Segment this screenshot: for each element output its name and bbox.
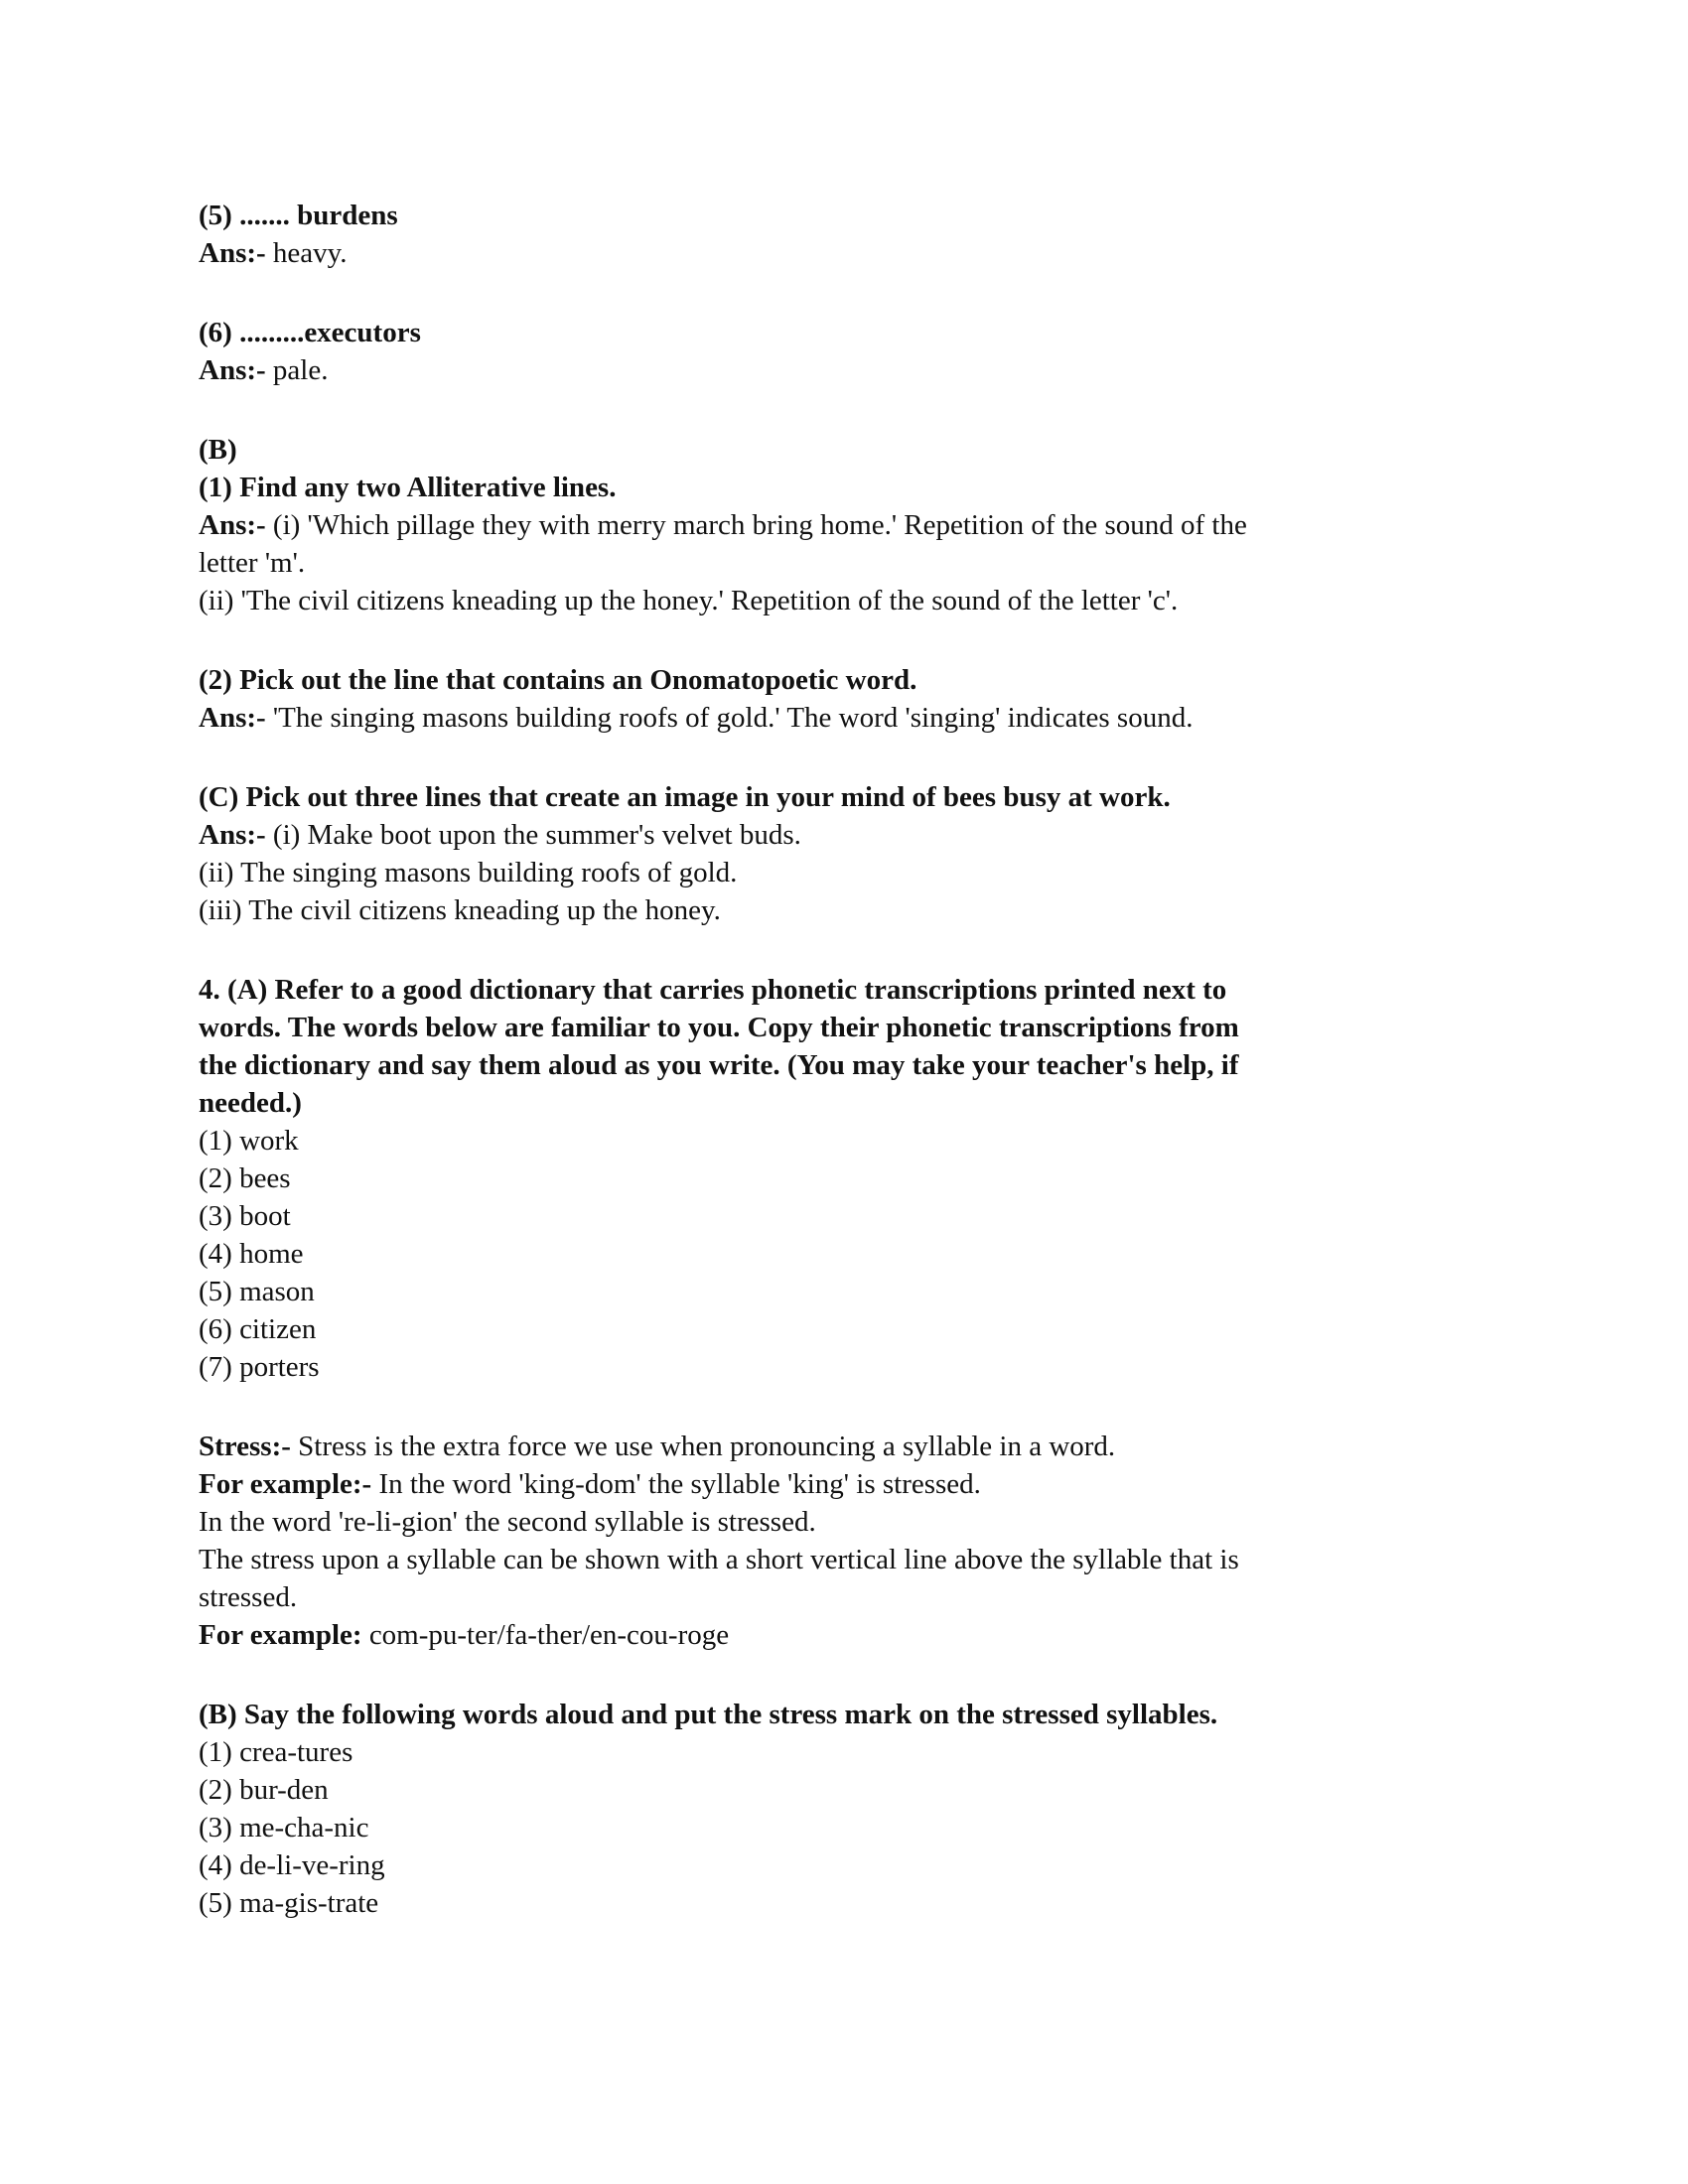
text-run: (3) me-cha-nic — [199, 1812, 369, 1843]
text-line — [199, 1809, 1589, 1846]
bold-text-run: For example:- — [199, 1468, 372, 1500]
text-run: (5) ma-gis-trate — [199, 1887, 379, 1919]
text-run: In the word 're-li-gion' the second syllable is stressed. — [199, 1506, 816, 1538]
text-line — [199, 1733, 1589, 1771]
bold-text-run: Ans:- — [199, 354, 266, 386]
text-run: com-pu-ter/fa-ther/en-cou-roge — [361, 1619, 730, 1651]
section-b-alliteration — [199, 431, 1589, 619]
text-line — [199, 1273, 1589, 1310]
text-line — [199, 506, 1589, 544]
text-run: (iii) The civil citizens kneading up the honey. — [199, 894, 721, 926]
bold-text-run: Ans:- — [199, 509, 266, 541]
bold-text-run: Stress:- — [199, 1431, 291, 1462]
text-line — [199, 816, 1589, 854]
text-line — [199, 661, 1589, 699]
bold-text-run: (B) Say the following words aloud and put the stress mark on the stressed syllables. — [199, 1699, 1218, 1730]
section-c-imagery — [199, 778, 1589, 929]
text-line — [199, 699, 1589, 737]
bold-text-run: Ans:- — [199, 819, 266, 851]
text-run: (2) bees — [199, 1162, 291, 1194]
text-run: stressed. — [199, 1581, 298, 1613]
bold-text-run: 4. (A) Refer to a good dictionary that carries phonetic transcriptions printed next to — [199, 974, 1227, 1006]
bold-text-run: Ans:- — [199, 702, 266, 734]
q5-fill-in — [199, 197, 1589, 272]
q6-fill-in — [199, 314, 1589, 389]
text-line — [199, 1046, 1589, 1084]
text-line — [199, 1197, 1589, 1235]
text-line — [199, 197, 1589, 234]
text-run: (4) home — [199, 1238, 304, 1270]
text-run: (6) citizen — [199, 1313, 317, 1345]
text-run: letter 'm'. — [199, 547, 306, 579]
text-run: (7) porters — [199, 1351, 320, 1383]
text-line — [199, 971, 1589, 1009]
bold-text-run: (C) Pick out three lines that create an image in your mind of bees busy at work. — [199, 781, 1171, 813]
text-line — [199, 1846, 1589, 1884]
document-page — [199, 197, 1589, 1922]
text-run: (i) 'Which pillage they with merry march bring home.' Repetition of the sound of the — [265, 509, 1247, 541]
text-run: (i) Make boot upon the summer's velvet buds. — [265, 819, 801, 851]
q4a-phonetic-transcriptions — [199, 971, 1589, 1386]
bold-text-run: (1) Find any two Alliterative lines. — [199, 472, 617, 503]
bold-text-run: words. The words below are familiar to you. Copy their phonetic transcriptions from — [199, 1012, 1239, 1043]
bold-text-run: (6) .........executors — [199, 317, 421, 348]
text-run: (1) crea-tures — [199, 1736, 353, 1768]
text-line — [199, 1696, 1589, 1733]
text-line — [199, 778, 1589, 816]
bold-text-run: Ans:- — [199, 237, 266, 269]
bold-text-run: needed.) — [199, 1087, 302, 1119]
stress-explanation — [199, 1428, 1589, 1654]
text-line — [199, 351, 1589, 389]
text-run: 'The singing masons building roofs of gold.' The word 'singing' indicates sound. — [265, 702, 1194, 734]
text-run: (2) bur-den — [199, 1774, 329, 1806]
text-line — [199, 1541, 1589, 1578]
q2-onomatopoeia — [199, 661, 1589, 737]
q4b-stress-marks — [199, 1696, 1589, 1922]
text-line — [199, 469, 1589, 506]
text-run: (1) work — [199, 1125, 299, 1157]
bold-text-run: the dictionary and say them aloud as you write. (You may take your teacher's help, if — [199, 1049, 1239, 1081]
text-line — [199, 1578, 1589, 1616]
text-line — [199, 582, 1589, 619]
text-line — [199, 854, 1589, 891]
text-line — [199, 1884, 1589, 1922]
text-line — [199, 1428, 1589, 1465]
text-line — [199, 1771, 1589, 1809]
text-run: In the word 'king-dom' the syllable 'king' is stressed. — [371, 1468, 981, 1500]
bold-text-run: For example: — [199, 1619, 362, 1651]
text-line — [199, 1235, 1589, 1273]
text-line — [199, 1122, 1589, 1160]
bold-text-run: (2) Pick out the line that contains an Onomatopoetic word. — [199, 664, 917, 696]
text-run: Stress is the extra force we use when pronouncing a syllable in a word. — [290, 1431, 1116, 1462]
text-run: The stress upon a syllable can be shown with a short vertical line above the syllable that is — [199, 1544, 1239, 1575]
bold-text-run: (B) — [199, 434, 237, 466]
text-line — [199, 314, 1589, 351]
text-run: heavy. — [265, 237, 348, 269]
text-line — [199, 1160, 1589, 1197]
text-run: (3) boot — [199, 1200, 291, 1232]
text-run: pale. — [265, 354, 329, 386]
text-line — [199, 544, 1589, 582]
text-line — [199, 891, 1589, 929]
text-line — [199, 1084, 1589, 1122]
text-line — [199, 1503, 1589, 1541]
text-run: (4) de-li-ve-ring — [199, 1849, 385, 1881]
text-line — [199, 431, 1589, 469]
text-line — [199, 234, 1589, 272]
text-run: (ii) 'The civil citizens kneading up the honey.' Repetition of the sound of the letter 'c'. — [199, 585, 1179, 616]
text-line — [199, 1009, 1589, 1046]
text-line — [199, 1348, 1589, 1386]
text-run: (5) mason — [199, 1276, 315, 1307]
text-line — [199, 1310, 1589, 1348]
text-line — [199, 1616, 1589, 1654]
text-line — [199, 1465, 1589, 1503]
text-run: (ii) The singing masons building roofs of gold. — [199, 857, 738, 888]
bold-text-run: (5) ....... burdens — [199, 200, 398, 231]
